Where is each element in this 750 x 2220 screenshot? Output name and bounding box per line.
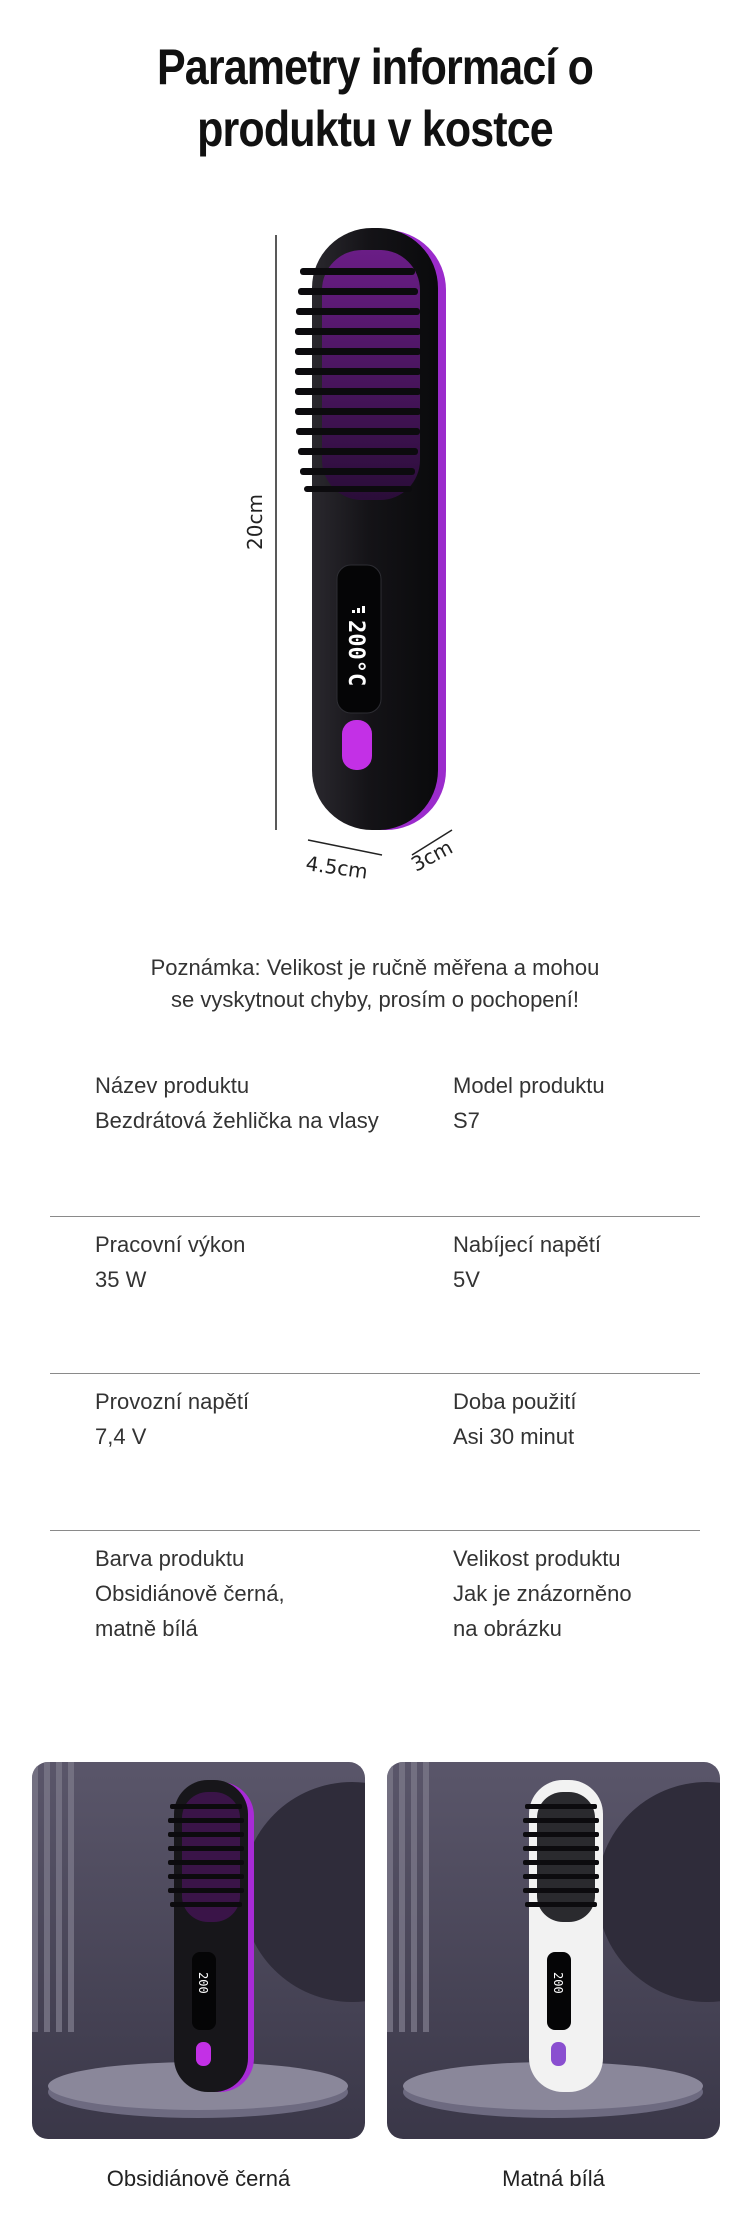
- spec-row: [50, 1217, 700, 1374]
- spec-label: Nabíjecí napětí: [453, 1232, 601, 1257]
- page-title-line-2: produktu v kostce: [197, 101, 553, 157]
- spec-label: Pracovní výkon: [95, 1232, 246, 1257]
- spec-value: Asi 30 minut: [453, 1424, 575, 1449]
- variant-display-black: 200: [196, 1972, 210, 1994]
- spec-value: 5V: [453, 1267, 480, 1292]
- spec-value: 35 W: [95, 1267, 147, 1292]
- spec-value: 7,4 V: [95, 1424, 147, 1449]
- spec-label: Provozní napětí: [95, 1389, 250, 1414]
- spec-label: Název produktu: [95, 1073, 250, 1098]
- variant-display-white: 200: [551, 1972, 565, 1994]
- product-dimension-figure: [0, 210, 750, 890]
- spec-label: Velikost produktu: [453, 1546, 621, 1571]
- variant-caption-black: Obsidiánově černá: [106, 2166, 291, 2191]
- spec-cell: [453, 1541, 750, 1646]
- spec-value: S7: [453, 1108, 480, 1133]
- measurement-note: [0, 952, 750, 1016]
- spec-value: na obrázku: [453, 1616, 562, 1641]
- spec-cell: [95, 1068, 395, 1138]
- height-label: 20cm: [243, 494, 267, 550]
- brush-dimension-illustration: [0, 210, 750, 890]
- note-line-2: se vyskytnout chyby, prosím o pochopení!: [170, 987, 580, 1012]
- spec-cell: [95, 1384, 395, 1454]
- note-line-1: Poznámka: Velikost je ručně měřena a mohou: [150, 955, 600, 980]
- page-title: [53, 36, 698, 160]
- spec-label: Model produktu: [453, 1073, 605, 1098]
- variant-image-white: [387, 1762, 720, 2139]
- display-temperature: 200°C: [343, 620, 368, 687]
- spec-row: [50, 1531, 700, 1687]
- power-button: [342, 720, 372, 770]
- variant-image-black: [32, 1762, 365, 2139]
- width-label: 4.5cm: [304, 851, 370, 884]
- spec-table: [50, 1060, 700, 1687]
- spec-cell: [95, 1541, 395, 1646]
- spec-value: matně bílá: [95, 1616, 198, 1641]
- spec-cell: [453, 1384, 750, 1454]
- spec-cell: [95, 1227, 395, 1297]
- depth-label: 3cm: [407, 834, 457, 877]
- spec-value: Jak je znázorněno: [453, 1581, 632, 1606]
- spec-row: [50, 1060, 700, 1217]
- spec-cell: [453, 1227, 750, 1297]
- spec-row: [50, 1374, 700, 1531]
- page-title-line-1: Parametry informací o: [156, 39, 593, 95]
- variant-caption-white: Matná bílá: [502, 2166, 605, 2191]
- spec-value: Bezdrátová žehlička na vlasy: [95, 1108, 379, 1133]
- spec-cell: [453, 1068, 750, 1138]
- spec-label: Doba použití: [453, 1389, 577, 1414]
- spec-label: Barva produktu: [95, 1546, 245, 1571]
- spec-value: Obsidiánově černá,: [95, 1581, 285, 1606]
